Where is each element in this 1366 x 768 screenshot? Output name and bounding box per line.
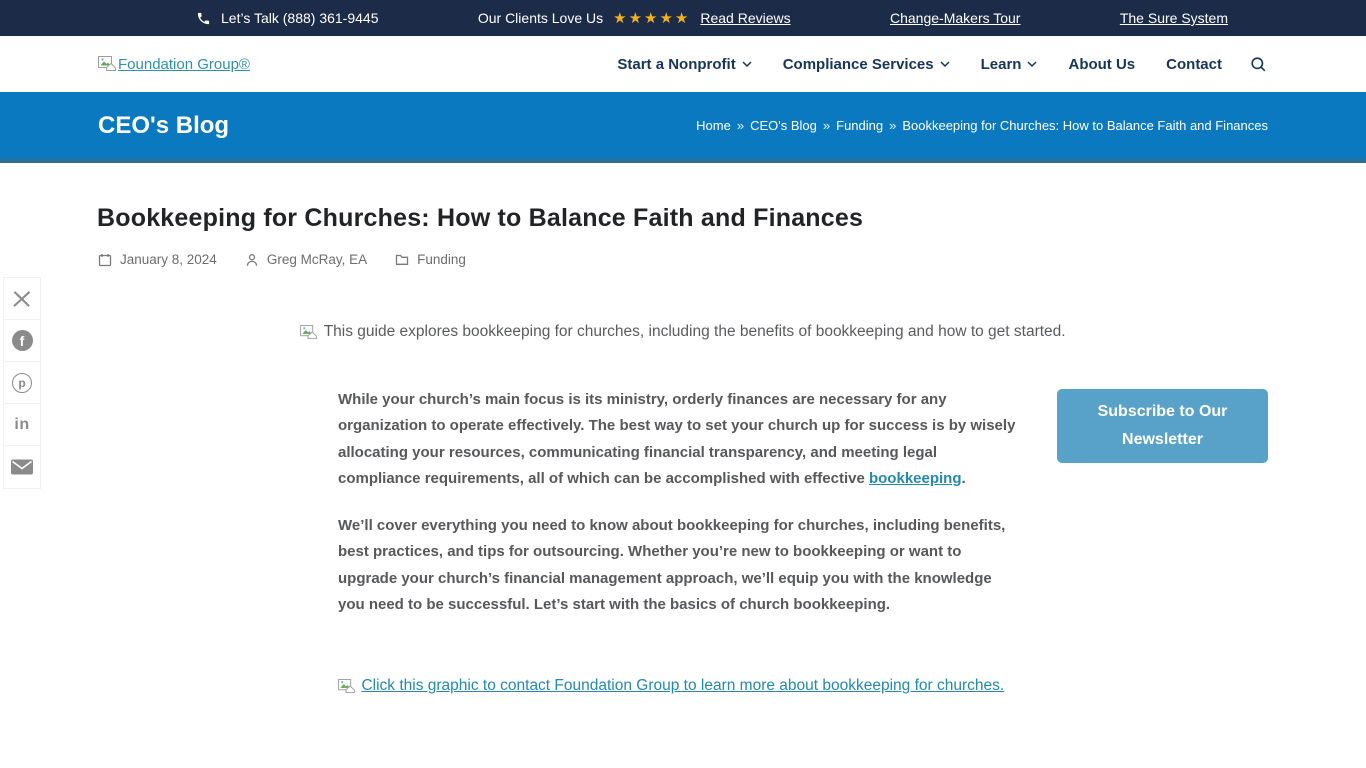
chevron-down-icon xyxy=(1027,61,1037,67)
cta-link-text[interactable]: Click this graphic to contact Foundation Group to learn more about bookkeeping for churches. xyxy=(361,677,1005,695)
hero-image-broken xyxy=(0,323,1366,341)
user-icon xyxy=(245,253,259,267)
share-x-button[interactable] xyxy=(4,278,40,320)
five-star-rating-icon: ★★★★★ xyxy=(613,10,691,27)
nav-compliance-services[interactable]: Compliance Services xyxy=(783,56,950,73)
logo-alt-text: Foundation Group® xyxy=(118,55,250,73)
logo-link[interactable] xyxy=(98,56,250,73)
search-button[interactable] xyxy=(1249,55,1268,74)
category-link[interactable]: Funding xyxy=(417,252,466,267)
post-category xyxy=(395,252,466,267)
breadcrumb-ceos-blog[interactable]: CEO's Blog xyxy=(750,118,817,133)
article-body xyxy=(338,387,1018,696)
article-content xyxy=(0,163,1366,768)
breadcrumb-separator: » xyxy=(736,118,745,133)
email-icon xyxy=(11,459,33,475)
nav-learn[interactable]: Learn xyxy=(981,56,1038,73)
search-icon xyxy=(1249,55,1268,74)
broken-image-icon xyxy=(98,56,116,71)
breadcrumb-separator: » xyxy=(889,118,897,133)
paragraph-1: While your church’s main focus is its ministry, orderly finances are necessary for any organization to operate effectively. The best way to set your church up for success is by wisely allocating your resources, communicating financial transparency, and meeting legal compliance requirements, all of which can be accomplished with effective bookkeeping. xyxy=(338,391,1016,487)
subscribe-newsletter-button[interactable]: Subscribe to Our Newsletter xyxy=(1057,389,1268,463)
article-title: Bookkeeping for Churches: How to Balance Faith and Finances xyxy=(97,204,864,232)
share-pinterest-button[interactable] xyxy=(4,362,40,404)
share-facebook-button[interactable] xyxy=(4,320,40,362)
phone-icon xyxy=(196,11,211,26)
reviews-group xyxy=(478,9,791,27)
article-meta xyxy=(98,252,466,267)
sure-system-link[interactable]: The Sure System xyxy=(1119,10,1228,26)
x-twitter-icon xyxy=(13,291,31,307)
social-share-sidebar xyxy=(3,277,41,489)
page-banner xyxy=(0,92,1366,163)
page-title: CEO's Blog xyxy=(98,111,230,139)
phone-link[interactable] xyxy=(196,10,378,26)
site-header xyxy=(0,36,1366,92)
paragraph-2: We’ll cover everything you need to know about bookkeeping for churches, including benefits, best practices, and tips for outsourcing. Whether you’re new to bookkeeping or want to upgrade your church’s financial management approach, we’ll equip you with the knowledge you need to be successful. Let’s start with the basics of church bookkeeping. xyxy=(338,517,1006,614)
main-nav xyxy=(617,55,1268,74)
bookkeeping-link[interactable]: bookkeeping xyxy=(868,469,962,487)
breadcrumb-funding[interactable]: Funding xyxy=(836,118,884,133)
read-reviews-link[interactable]: Read Reviews xyxy=(700,10,791,26)
nav-contact[interactable]: Contact xyxy=(1166,55,1222,73)
share-linkedin-button[interactable] xyxy=(4,404,40,446)
hero-image-alt-text: This guide explores bookkeeping for churches, including the benefits of bookkeeping and how to get started. xyxy=(323,323,1066,340)
breadcrumb xyxy=(696,118,1268,133)
breadcrumb-current-page: Bookkeeping for Churches: How to Balance Faith and Finances xyxy=(902,118,1268,133)
post-author: Greg McRay, EA xyxy=(245,252,367,267)
broken-image-icon xyxy=(338,679,355,693)
calendar-icon xyxy=(98,253,112,267)
change-makers-tour-link[interactable]: Change-Makers Tour xyxy=(890,10,1021,26)
breadcrumb-home[interactable]: Home xyxy=(696,118,731,133)
breadcrumb-separator: » xyxy=(822,118,831,133)
post-date: January 8, 2024 xyxy=(98,252,217,267)
nav-start-a-nonprofit[interactable]: Start a Nonprofit xyxy=(617,56,751,73)
cta-broken-image-link[interactable] xyxy=(338,677,1018,695)
top-utility-bar xyxy=(0,0,1366,36)
pinterest-icon: p xyxy=(12,373,32,393)
phone-label: Let’s Talk (888) 361-9445 xyxy=(221,10,379,26)
facebook-icon: f xyxy=(12,330,33,351)
share-email-button[interactable] xyxy=(4,446,40,488)
clients-love-us-label: Our Clients Love Us xyxy=(477,10,604,26)
folder-icon xyxy=(395,253,409,266)
chevron-down-icon xyxy=(940,61,950,67)
chevron-down-icon xyxy=(742,61,752,67)
linkedin-icon: in xyxy=(14,415,30,433)
nav-about-us[interactable]: About Us xyxy=(1068,55,1136,73)
broken-image-icon xyxy=(300,325,317,339)
